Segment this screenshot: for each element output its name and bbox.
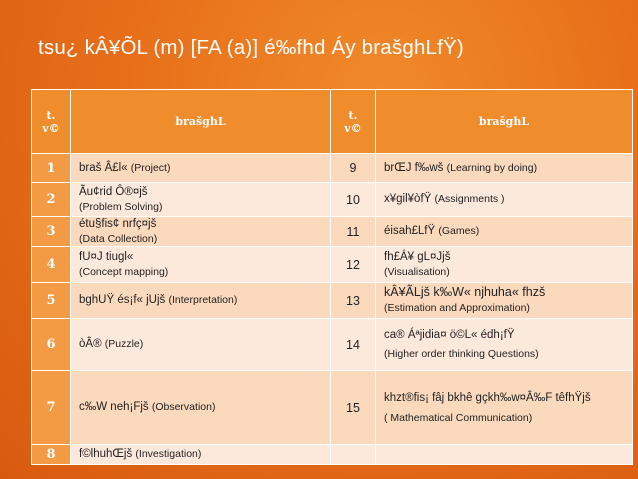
table-row — [32, 247, 633, 283]
activity-cell: f©lhuhŒjš (Investigation) — [71, 445, 331, 465]
row-number: 11 — [331, 217, 376, 247]
row-number: 2 — [32, 183, 71, 217]
table-row — [32, 371, 633, 445]
slide-title: tsu¿ kÂ¥ÕL (m) [FA (a)] é‰fhd Áy brašghLfŸ) — [38, 36, 464, 59]
row-number: 4 — [32, 247, 71, 283]
row-number: 8 — [32, 445, 71, 465]
header-activity-2: brašghL — [376, 90, 633, 154]
table-row — [32, 283, 633, 319]
row-number: 10 — [331, 183, 376, 217]
row-number: 5 — [32, 283, 71, 319]
activity-cell: c‰W neh¡Fjš (Observation) — [71, 371, 331, 445]
table-row — [32, 217, 633, 247]
row-number: 13 — [331, 283, 376, 319]
row-number: 12 — [331, 247, 376, 283]
row-number: 3 — [32, 217, 71, 247]
table-row — [32, 319, 633, 371]
activity-cell: ca® Áªjidia¤ ö©L« édh¡fŸ (Higher order thinking Questions) — [376, 319, 633, 371]
row-number: 1 — [32, 154, 71, 183]
row-number: 6 — [32, 319, 71, 371]
table-row — [32, 183, 633, 217]
activity-cell: x¥gil¥òfŸ (Assignments ) — [376, 183, 633, 217]
table-row — [32, 154, 633, 183]
row-number: 7 — [32, 371, 71, 445]
activity-cell — [376, 445, 633, 465]
activity-cell: fh£Á¥ gL¤Jjš (Visualisation) — [376, 247, 633, 283]
activity-cell: òÂ® (Puzzle) — [71, 319, 331, 371]
activity-cell: étu§fis¢ nrfç¤jš (Data Collection) — [71, 217, 331, 247]
activity-cell: kÂ¥ÃLjš k‰W« njhuha« fhzš (Estimation and Approximation) — [376, 283, 633, 319]
activity-cell: bghUŸ és¡f« jUjš (Interpretation) — [71, 283, 331, 319]
activity-cell: Ãu¢rid Ô®¤jš (Problem Solving) — [71, 183, 331, 217]
header-activity-1: brašghL — [71, 90, 331, 154]
row-number — [331, 445, 376, 465]
row-number: 14 — [331, 319, 376, 371]
header-serial-1: t. v© — [32, 90, 71, 154]
activity-cell: khzt®fis¡ fâj bkhê gçkh‰w¤Â‰F têfhŸjš ( Mathematical Communication) — [376, 371, 633, 445]
activity-cell: fU¤J tiugl« (Concept mapping) — [71, 247, 331, 283]
table-row — [32, 445, 633, 465]
activity-cell: braš Â£l« (Project) — [71, 154, 331, 183]
header-serial-2: t. v© — [331, 90, 376, 154]
row-number: 9 — [331, 154, 376, 183]
table-header-row — [32, 90, 633, 154]
activity-cell: brŒJ f‰wš (Learning by doing) — [376, 154, 633, 183]
row-number: 15 — [331, 371, 376, 445]
activity-cell: éisah£LfŸ (Games) — [376, 217, 633, 247]
activities-table — [31, 89, 633, 465]
